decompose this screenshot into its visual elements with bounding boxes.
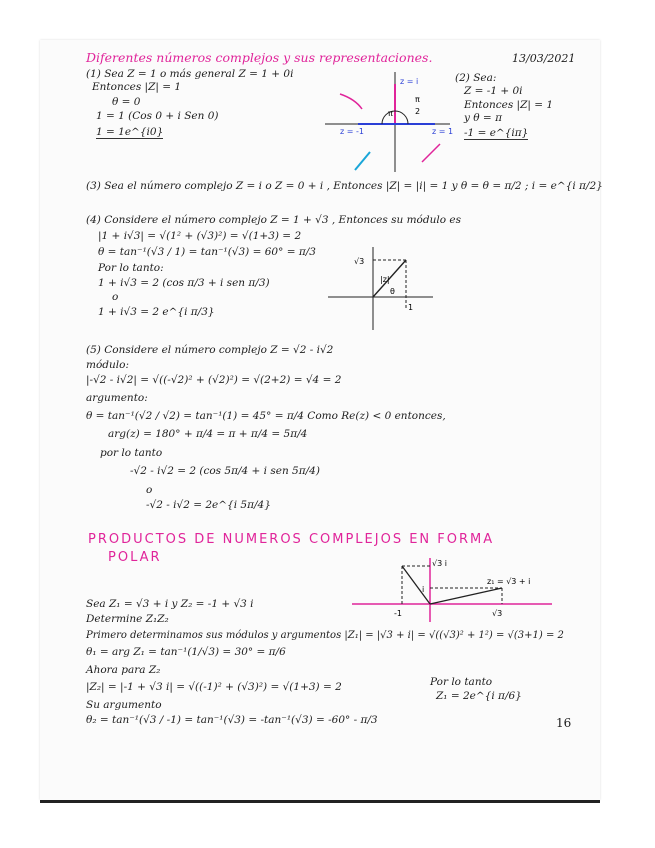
d2-label-theta: θ: [390, 287, 395, 296]
p-line-8: θ₂ = tan⁻¹(√3 / -1) = tan⁻¹(√3) = -tan⁻¹(√3) = -60° - π/3: [86, 714, 378, 726]
label-z-neg1: z = -1: [340, 127, 364, 136]
s5-line-8: -√2 - i√2 = 2 (cos 5π/4 + i sen 5π/4): [130, 465, 320, 477]
d3-label-neg1: -1: [394, 609, 402, 618]
d2-label-sqrt3: √3: [354, 257, 365, 266]
s2-line-2: Z = -1 + 0i: [464, 85, 523, 97]
s5-line-2: módulo:: [86, 359, 129, 371]
polar-diagram-3: [352, 556, 572, 624]
p-line-6: |Z₂| = |-1 + √3 i| = √((-1)² + (√3)²) = √(1+3) = 2: [86, 681, 342, 693]
s5-line-1: (5) Considere el número complejo Z = √2 - i√2: [86, 344, 334, 356]
s4-line-2: |1 + i√3| = √(1² + (√3)²) = √(1+3) = 2: [98, 230, 302, 242]
s5-line-6: arg(z) = 180° + π/4 = π + π/4 = 5π/4: [108, 428, 308, 440]
arrow-top: [340, 94, 362, 109]
page-number: 16: [556, 716, 572, 730]
arrow-cyan: [355, 152, 370, 170]
s2-line-3: Entonces |Z| = 1: [464, 99, 554, 111]
s1-line-3: θ = 0: [112, 96, 141, 108]
d3-vector-z2: [402, 566, 430, 604]
unit-circle-diagram: [310, 64, 460, 176]
p-line-7: Su argumento: [86, 699, 162, 711]
d3-label-i: i: [422, 585, 425, 594]
label-pi-half-den: 2: [415, 107, 421, 116]
date-label: 13/03/2021: [512, 52, 576, 65]
s5-line-4: argumento:: [86, 392, 148, 404]
p-right-1: Por lo tanto: [430, 676, 493, 688]
s1-line-5: 1 = 1e^{i0}: [96, 126, 164, 138]
products-heading-2: POLAR: [108, 550, 162, 565]
products-heading-1: PRODUCTOS DE NUMEROS COMPLEJOS EN FORMA: [88, 532, 495, 547]
s1-line-1: (1) Sea Z = 1 o más general Z = 1 + 0i: [86, 68, 294, 80]
d3-label-sqrt3: √3: [492, 609, 503, 618]
s4-line-5: 1 + i√3 = 2 (cos π/3 + i sen π/3): [98, 277, 270, 289]
s5-line-3: |-√2 - i√2| = √((-√2)² + (√2)²) = √(2+2) = √4 = 2: [86, 374, 342, 386]
label-pi: π: [388, 109, 393, 118]
d3-label-z1: z₁ = √3 + i: [487, 577, 531, 586]
s4-line-3: θ = tan⁻¹(√3 / 1) = tan⁻¹(√3) = 60° = π/3: [98, 246, 316, 258]
label-pi-half-num: π: [415, 95, 420, 104]
s5-line-10: -√2 - i√2 = 2e^{i 5π/4}: [146, 499, 271, 511]
s1-line-2: Entonces |Z| = 1: [92, 81, 182, 93]
polar-diagram-2: [318, 242, 438, 332]
p-line-5: Ahora para Z₂: [86, 664, 161, 676]
page-title: Diferentes números complejos y sus representaciones.: [86, 50, 433, 65]
p-line-2: Determine Z₁Z₂: [86, 613, 169, 625]
arrow-bottom: [422, 144, 440, 162]
p-right-2: Z₁ = 2e^{i π/6}: [436, 690, 522, 702]
p-line-3: Primero determinamos sus módulos y argumentos |Z₁| = |√3 + i| = √((√3)² + 1²) = √(3+1) = 2: [86, 630, 564, 641]
label-z-i: z = i: [400, 77, 419, 86]
p-line-1: Sea Z₁ = √3 + i y Z₂ = -1 + √3 i: [86, 598, 254, 610]
d3-label-top: √3 i: [432, 559, 447, 568]
d2-label-r: |z|: [380, 275, 390, 284]
s1-line-4: 1 = 1 (Cos 0 + i Sen 0): [96, 110, 219, 122]
s5-line-9: o: [146, 484, 153, 496]
s5-line-5: θ = tan⁻¹(√2 / √2) = tan⁻¹(1) = 45° = π/4 Como Re(z) < 0 entonces,: [86, 410, 446, 422]
d3-vector-z1: [430, 588, 502, 604]
s4-line-1: (4) Considere el número complejo Z = 1 + √3 , Entonces su módulo es: [86, 214, 461, 226]
label-z-1: z = 1: [432, 127, 454, 136]
s4-line-6: o: [112, 291, 119, 303]
s4-line-7: 1 + i√3 = 2 e^{i π/3}: [98, 306, 215, 318]
s5-line-7: por lo tanto: [100, 447, 163, 459]
s2-line-5: -1 = e^{iπ}: [464, 127, 529, 139]
s2-line-4: y θ = π: [464, 112, 502, 124]
s4-line-4: Por lo tanto:: [98, 262, 164, 274]
s2-line-1: (2) Sea:: [455, 72, 497, 84]
p-line-4: θ₁ = arg Z₁ = tan⁻¹(1/√3) = 30° = π/6: [86, 646, 286, 658]
d2-label-one: 1: [408, 303, 414, 312]
s3-line-1: (3) Sea el número complejo Z = i o Z = 0 + i , Entonces |Z| = |i| = 1 y θ = θ = π/2 ; i = e^{i π/2}: [86, 180, 603, 192]
